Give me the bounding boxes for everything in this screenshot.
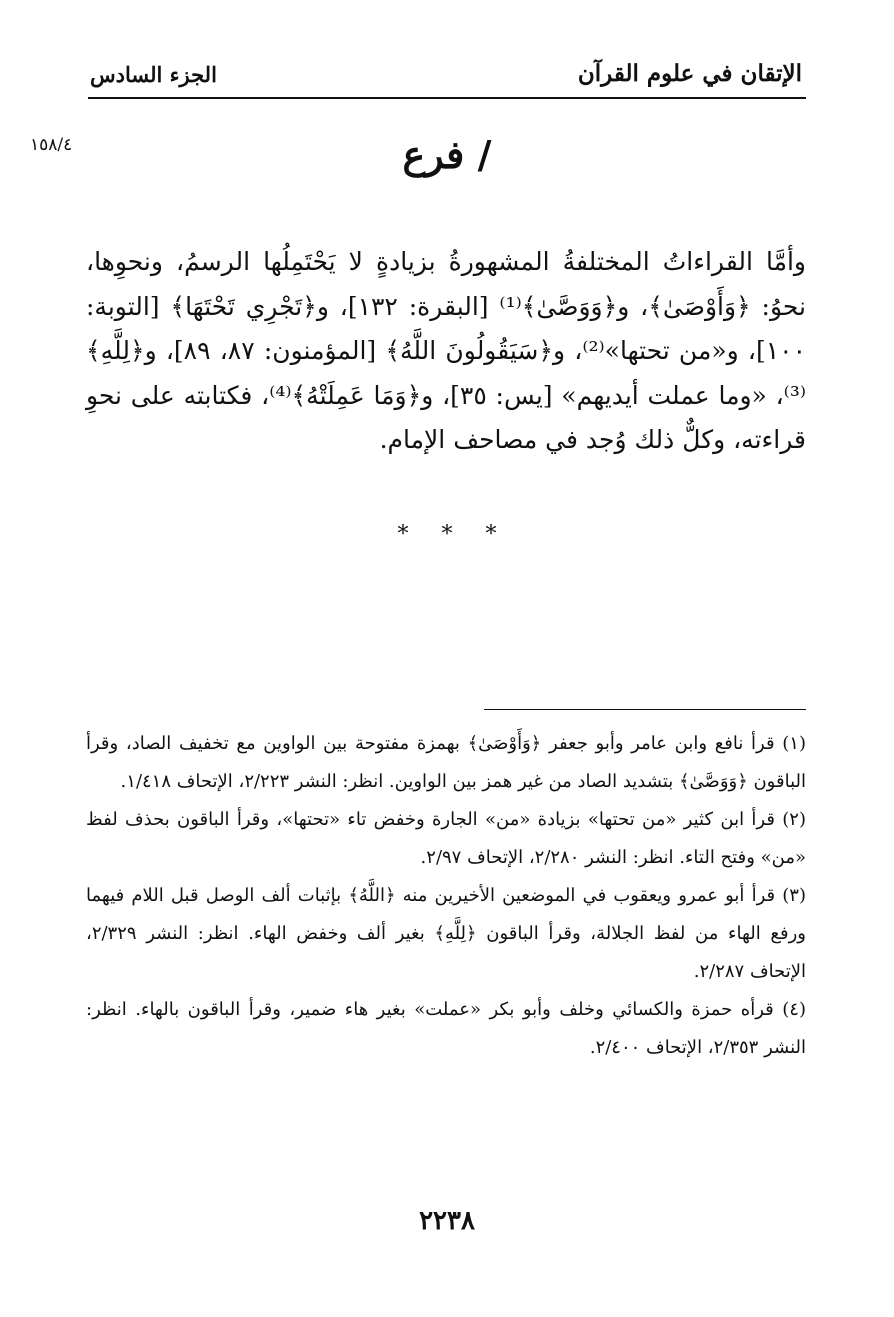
footnote-text: قرأ نافع وابن عامر وأبو جعفر ﴿وَأَوْصَىٰ﴾ بهمزة مفتوحة بين الواوين مع تخفيف الصاد، وقرأ الباقون ﴿وَوَصَّىٰ﴾ بتشديد الصاد من غير همز بين الواوين. انظر: النشر ٢/٢٢٣، الإتحاف ١/٤١٨. bbox=[86, 733, 806, 792]
section-title: / فرع bbox=[402, 132, 492, 177]
running-header-book-title: الإتقان في علوم القرآن bbox=[577, 60, 802, 87]
footnotes bbox=[86, 725, 806, 1067]
footnote-number: (٣) bbox=[782, 885, 806, 906]
footnote-text: قرأ ابن كثير «من تحتها» بزيادة «من» الجارة وخفض تاء «تحتها»، وقرأ الباقون بحذف لفظ «من» وفتح التاء. انظر: النشر ٢/٢٨٠، الإتحاف ٢/٩٧. bbox=[86, 809, 806, 868]
footnote-item bbox=[86, 801, 806, 877]
footnote-text: قرأه حمزة والكسائي وخلف وأبو بكر «عملت» بغير هاء ضمير، وقرأ الباقون بالهاء. انظر: النشر ٢/٣٥٣، الإتحاف ٢/٤٠٠. bbox=[86, 999, 806, 1058]
footnote-text: قرأ أبو عمرو ويعقوب في الموضعين الأخيرين منه ﴿اللَّهُ﴾ بإثبات ألف الوصل قبل اللام فيهما ورفع الهاء من لفظ الجلالة، وقرأ الباقون ﴿لِلَّهِ﴾ بغير ألف وخفض الهاء. انظر: النشر ٢/٣٢٩، الإتحاف ٢/٢٨٧. bbox=[86, 885, 806, 982]
section-separator: * * * bbox=[397, 522, 497, 547]
footnote-item bbox=[86, 991, 806, 1067]
running-header-volume: الجزء السادس bbox=[90, 62, 217, 87]
footnote-item bbox=[86, 725, 806, 801]
header-divider bbox=[88, 97, 806, 99]
footnote-number: (٢) bbox=[782, 809, 806, 830]
page-number: ٢٢٣٨ bbox=[419, 1206, 475, 1236]
footnote-divider bbox=[484, 709, 806, 710]
footnote-number: (٤) bbox=[782, 999, 806, 1020]
main-text-block bbox=[86, 240, 806, 463]
footnote-number: (١) bbox=[782, 733, 806, 754]
margin-page-reference: ١٥٨/٤ bbox=[30, 135, 73, 155]
footnote-item bbox=[86, 877, 806, 991]
body-paragraph: وأمَّا القراءاتُ المختلفةُ المشهورةُ بزيادةٍ لا يَحْتَمِلُها الرسمُ، ونحوِها، نحوُ: ﴿وَأَوْصَىٰ﴾، و﴿وَوَصَّىٰ﴾⁽¹⁾ [البقرة: ١٣٢]، و﴿تَجْرِي تَحْتَهَا﴾ [التوبة: ١٠٠]، و«من تحتها»⁽²⁾، و﴿سَيَقُولُونَ اللَّهُ﴾ [المؤمنون: ٨٧، ٨٩]، و﴿لِلَّهِ﴾⁽³⁾، «وما عملت أيديهم» [يس: ٣٥]، و﴿وَمَا عَمِلَتْهُ﴾⁽⁴⁾، فكتابته على نحوِ قراءته، وكلٌّ ذلك وُجد في مصاحف الإمام. bbox=[86, 247, 807, 454]
